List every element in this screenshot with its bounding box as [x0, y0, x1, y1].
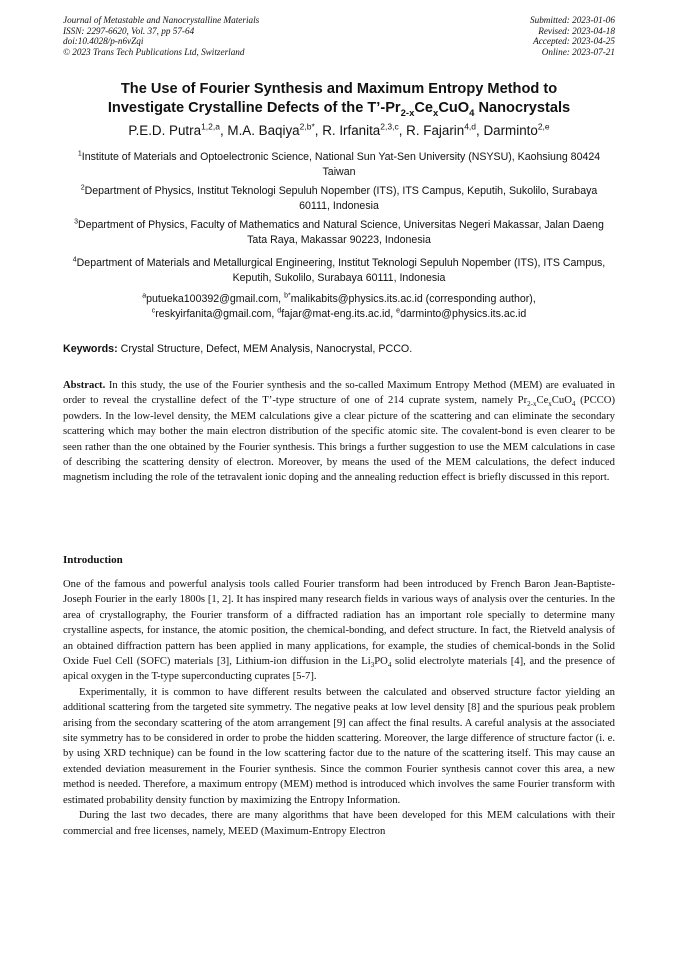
abstract-label: Abstract.	[63, 380, 106, 391]
paragraph-text: PO	[374, 656, 388, 668]
author-separator: ,	[314, 123, 323, 138]
author-list	[30, 122, 648, 140]
paragraph: During the last two decades, there are many algorithms that have been developed for this MEM calculations with their commercial and free licenses, namely, MEED (Maximum-Entropy Electron	[63, 810, 615, 837]
affiliation-2	[70, 184, 608, 214]
author-name: M.A. Baqiya	[227, 123, 300, 138]
introduction-body	[63, 577, 615, 839]
author-affiliation-marker: 4,d	[464, 121, 477, 132]
title-line-1: The Use of Fourier Synthesis and Maximum Entropy Method to	[120, 81, 558, 97]
email-marker: c	[151, 307, 156, 315]
email-address[interactable]: darminto@physics.its.ac.id	[400, 308, 527, 321]
affiliation-text: Department of Physics, Institut Teknologi Sepuluh Nopember (ITS), ITS Campus, Keputih, Sukolilo, Surabaya 60111, Indonesia	[84, 185, 598, 213]
author	[322, 123, 406, 138]
author-affiliation-marker: 1,2,a	[201, 121, 220, 132]
author-separator: ,	[219, 123, 228, 138]
email-marker: d	[277, 307, 282, 315]
paragraph-text: solid electrolyte materials [4], and the presence of apical oxygen in the T-type superconducting cuprates [5-7].	[63, 656, 615, 683]
title-text: Ce	[414, 99, 434, 116]
email-marker: e	[396, 307, 401, 315]
affiliation-marker: 4	[72, 256, 77, 264]
publication-dates	[530, 15, 615, 57]
journal-copyright: © 2023 Trans Tech Publications Ltd, Switzerland	[63, 46, 245, 57]
abstract-text: (PCCO) powders. In the low-level density, the MEM calculations give a clear picture of the scattering and can eliminate the secondary scattering which may bother the main electron distribution of the specific atomic site. The covalent-bond is even clearer to be seen rather than the one obtained by the Fourier synthesis. This brings a further suggestion to use the MEM calculations in case of describing the scattering density of electron. Moreover, by means the used of the MEM calculations, the defect induced magnetism including the role of the tetravalent ionic doping and the annealing reduction effect is briefly discussed in this report.	[63, 395, 615, 484]
author-separator: ,	[476, 123, 484, 138]
author	[227, 123, 322, 138]
email-line-2	[70, 307, 608, 322]
author-affiliation-marker: 2,3,c	[380, 121, 399, 132]
affiliation-4	[70, 256, 608, 286]
journal-doi: doi:10.4028/p-n6vZqi	[63, 36, 144, 47]
email-address[interactable]: putueka100392@gmail.com,	[146, 293, 285, 305]
title-text: CuO	[438, 99, 470, 116]
affiliation-text: Department of Materials and Metallurgical Engineering, Institut Teknologi Sepuluh Nopember (ITS), ITS Campus, Keputih, Sukolilo, Surabaya 60111, Indonesia	[76, 257, 606, 285]
email-line-1	[70, 292, 608, 307]
title-subscript: 4	[469, 107, 475, 119]
journal-name: Journal of Metastable and Nanocrystalline Materials	[63, 15, 260, 25]
author-name: P.E.D. Putra	[128, 123, 202, 138]
affiliation-3	[70, 218, 608, 248]
author	[128, 123, 227, 138]
email-address[interactable]: fajar@mat-eng.its.ac.id,	[281, 308, 397, 321]
keywords-text: Crystal Structure, Defect, MEM Analysis, Nanocrystal, PCCO.	[117, 343, 413, 355]
paper-title	[40, 80, 638, 117]
section-heading-introduction: Introduction	[63, 554, 123, 566]
author-affiliation-marker: 2,b*	[299, 121, 315, 132]
paragraph-subscript: 3	[370, 661, 375, 670]
paragraph-subscript: 4	[387, 661, 392, 670]
paragraph-text: One of the famous and powerful analysis tools called Fourier transform had been introduced by French Baron Jean-Baptiste-Joseph Fourier in the early 1800s [1, 2]. It has inspired many research fields in various ways of analysis over the centuries. In the area of crystallography, the Fourier transform of a diffracted radiation has an important role specially to determine many crystalline aspects, for instance, the atomic position, the chemical-bonding, and defect structure. In fact, the Rietveld analysis of an obtained diffraction pattern has been applied in many applications, for example, the studies of chemical-bonds in the Solid Oxide Fuel Cell (SOFC) materials [3], Lithium-ion diffusion in the Li	[63, 579, 615, 668]
affiliation-marker: 2	[80, 184, 85, 192]
abstract	[63, 378, 615, 486]
affiliation-1	[70, 150, 608, 180]
affiliation-text: Institute of Materials and Optoelectronic Science, National Sun Yat-Sen University (NSYSU), Kaohsiung 80424 Taiwan	[81, 151, 601, 179]
paragraph	[63, 577, 615, 685]
keywords-label: Keywords:	[63, 343, 118, 355]
title-text: Investigate Crystalline Defects of the T’-Pr	[107, 99, 401, 116]
title-subscript: x	[433, 107, 439, 119]
email-marker: a	[142, 292, 147, 300]
email-address[interactable]: malikabits@physics.its.ac.id (corresponding author),	[290, 293, 536, 305]
journal-info	[63, 15, 259, 57]
date-accepted: Accepted: 2023-04-25	[533, 36, 615, 47]
affiliation-marker: 3	[74, 218, 79, 226]
author	[483, 123, 549, 138]
abstract-subscript: 2-x	[527, 400, 537, 409]
author-name: R. Irfanita	[322, 123, 381, 138]
date-revised: Revised: 2023-04-18	[538, 25, 615, 36]
affiliation-marker: 1	[77, 150, 82, 158]
author-name: Darminto	[483, 123, 538, 138]
date-online: Online: 2023-07-21	[541, 46, 615, 57]
author-emails	[70, 292, 608, 322]
email-marker: b*	[284, 292, 291, 300]
abstract-text: CuO	[551, 395, 572, 407]
author-name: R. Fajarin	[406, 123, 465, 138]
author-separator: ,	[398, 123, 407, 138]
title-text: Nanocrystals	[474, 99, 571, 116]
paragraph: Experimentally, it is common to have different results between the calculated and observed structure factor yielding an additional scattering from the targeted site symmetry. The negative peaks at low level density [8] and the spurious peak problem arising from the secondary scattering of the atom arrangement [9] can affect the final results. A careful analysis at the associated site symmetry has to be considered in order to probe the hidden scattering. Moreover, the large difference of structure factor (i. e. by using XRD technique) can be found in the low scattering factor due to the nature of the scattering itself. This may cause an extended deviation measurement in the Fourier synthesis. Since the common Fourier synthesis cannot cover this area, a new method is needed. Therefore, a maximum entropy (MEM) method is introduced which involves the same Fourier transform with estimated probability density function by maximizing the Entropy Information.	[63, 686, 615, 806]
author	[406, 123, 483, 138]
email-address[interactable]: reskyirfanita@gmail.com,	[155, 308, 278, 321]
title-line-2	[40, 99, 638, 118]
abstract-subscript: x	[548, 400, 552, 409]
journal-issn: ISSN: 2297-6620, Vol. 37, pp 57-64	[63, 25, 195, 36]
author-affiliation-marker: 2,e	[537, 121, 550, 132]
abstract-subscript: 4	[571, 400, 576, 409]
keywords	[63, 343, 412, 355]
abstract-text: Ce	[536, 395, 549, 407]
title-subscript: 2-x	[400, 107, 415, 119]
abstract-text: In this study, the use of the Fourier synthesis and the so-called Maximum Entropy Method (MEM) are evaluated in order to reveal the crystalline defect of the T’-type structure of one of 214 cuprate system, namely Pr	[63, 380, 615, 407]
affiliation-text: Department of Physics, Faculty of Mathematics and Natural Science, Universitas Negeri Makassar, Jalan Daeng Tata Raya, Makassar 90223, Indonesia	[78, 219, 604, 247]
date-submitted: Submitted: 2023-01-06	[530, 15, 615, 25]
